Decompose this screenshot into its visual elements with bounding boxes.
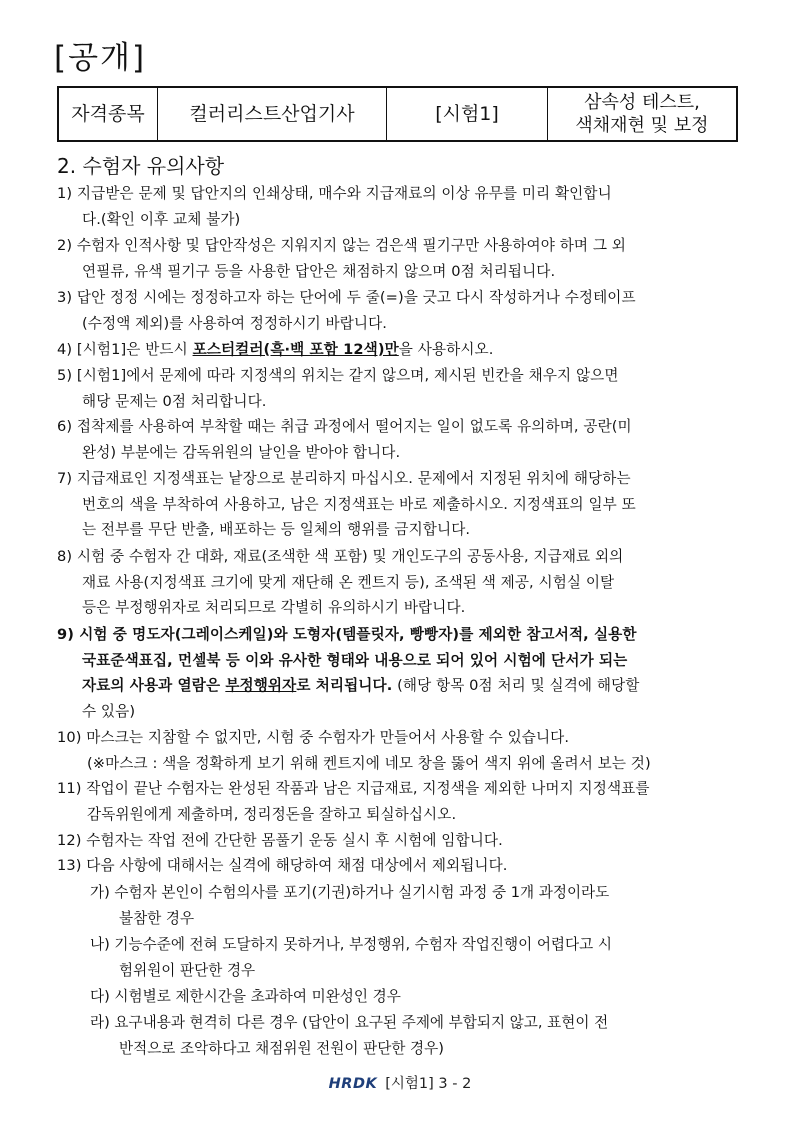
notice-item-13: 13) 다음 사항에 대해서는 실격에 해당하여 채점 대상에서 제외됩니다. xyxy=(57,857,508,874)
exam-topic-line-1: 삼속성 테스트, xyxy=(584,92,700,113)
exam-info-table xyxy=(57,86,738,142)
disclosure-badge: [공개] xyxy=(54,40,147,76)
page-number: [시험1] 3 - 2 xyxy=(385,1076,472,1092)
exam-topic-cell xyxy=(548,87,738,141)
subject-name-cell: 컬러리스트산업기사 xyxy=(158,87,387,141)
notice-item-12: 12) 수험자는 작업 전에 간단한 몸풀기 운동 실시 후 시험에 임합니다. xyxy=(57,832,503,849)
section-title: 2. 수험자 유의사항 xyxy=(57,154,225,178)
required-material-emphasis: 포스터컬러(흑·백 포함 12색)만 xyxy=(192,341,399,358)
disqualify-item-a: 가) 수험자 본인이 수험의사를 포기(기권)하거나 실기시험 과정 중 1개 과정이라도 불참한 경우 xyxy=(90,884,610,927)
exam-topic-line-2: 색채재현 및 보정 xyxy=(575,115,709,136)
notice-item-2: 2) 수험자 인적사항 및 답안작성은 지워지지 않는 검은색 필기구만 사용하여야 하며 그 외 연필류, 유색 필기구 등을 사용한 답안은 채점하지 않으며 0점 처리됩니다. xyxy=(57,237,626,280)
exam-number-cell: [시험1] xyxy=(387,87,548,141)
notice-item-4: 4) [시험1]은 반드시 포스터컬러(흑·백 포함 12색)만을 사용하시오. xyxy=(57,341,494,358)
notice-item-11: 11) 작업이 끝난 수험자는 완성된 작품과 남은 지급재료, 지정색을 제외한 나머지 지정색표를 감독위원에게 제출하며, 정리정돈을 잘하고 퇴실하십시오. xyxy=(57,780,650,823)
hrdk-logo: HRDK xyxy=(328,1076,378,1092)
disqualify-item-d: 라) 요구내용과 현격히 다른 경우 (답안이 요구된 주제에 부합되지 않고, 표현이 전 반적으로 조악하다고 채점위원 전원이 판단한 경우) xyxy=(90,1014,609,1057)
misconduct-emphasis: 부정행위자 xyxy=(225,677,297,694)
notice-item-10: 10) 마스크는 지참할 수 없지만, 시험 중 수험자가 만들어서 사용할 수 있습니다. (※마스크 : 색을 정확하게 보기 위해 켄트지에 네모 창을 뚫어 색지 위에 올려서 보는 것) xyxy=(57,729,651,772)
notice-item-6: 6) 접착제를 사용하여 부착할 때는 취급 과정에서 떨어지는 일이 없도록 유의하며, 공란(미 완성) 부분에는 감독위원의 날인을 받아야 합니다. xyxy=(57,418,632,461)
notice-item-9: 9) 시험 중 명도자(그레이스케일)와 도형자(템플릿자, 빵빵자)를 제외한 참고서적, 실용한 국표준색표집, 먼셀북 등 이와 유사한 형태와 내용으로 되어 있어 시험에 단서가 되는 자료의 사용과 열람은 부정행위자로 처리됩니다. (해당 항목 0점 처리 및 실격에 해당할 수 있음) xyxy=(57,626,640,720)
disqualify-item-b: 나) 기능수준에 전혀 도달하지 못하거나, 부정행위, 수험자 작업진행이 어렵다고 시 험위원이 판단한 경우 xyxy=(90,936,612,979)
notice-item-7: 7) 지급재료인 지정색표는 낱장으로 분리하지 마십시오. 문제에서 지정된 위치에 해당하는 번호의 색을 부착하여 사용하고, 남은 지정색표는 바로 제출하시오. 지정색표의 일부 또 는 전부를 무단 반출, 배포하는 등 일체의 행위를 금지합니다. xyxy=(57,470,636,538)
disqualify-item-c: 다) 시험별로 제한시간을 초과하여 미완성인 경우 xyxy=(90,988,401,1005)
notice-item-3: 3) 답안 정정 시에는 정정하고자 하는 단어에 두 줄(=)을 긋고 다시 작성하거나 수정테이프 (수정액 제외)를 사용하여 정정하시기 바랍니다. xyxy=(57,289,636,332)
notice-item-1: 1) 지급받은 문제 및 답안지의 인쇄상태, 매수와 지급재료의 이상 유무를 미리 확인합니 다.(확인 이후 교체 불가) xyxy=(57,185,612,228)
page-footer xyxy=(0,1072,800,1093)
subject-label-cell: 자격종목 xyxy=(58,87,158,141)
notice-item-5: 5) [시험1]에서 문제에 따라 지정색의 위치는 같지 않으며, 제시된 빈칸을 채우지 않으면 해당 문제는 0점 처리합니다. xyxy=(57,367,619,410)
notice-item-8: 8) 시험 중 수험자 간 대화, 재료(조색한 색 포함) 및 개인도구의 공동사용, 지급재료 외의 재료 사용(지정색표 크기에 맞게 재단해 온 켄트지 등), 조색된 색 제공, 시험실 이탈 등은 부정행위자로 처리되므로 각별히 유의하시기 바랍니다. xyxy=(57,548,624,616)
